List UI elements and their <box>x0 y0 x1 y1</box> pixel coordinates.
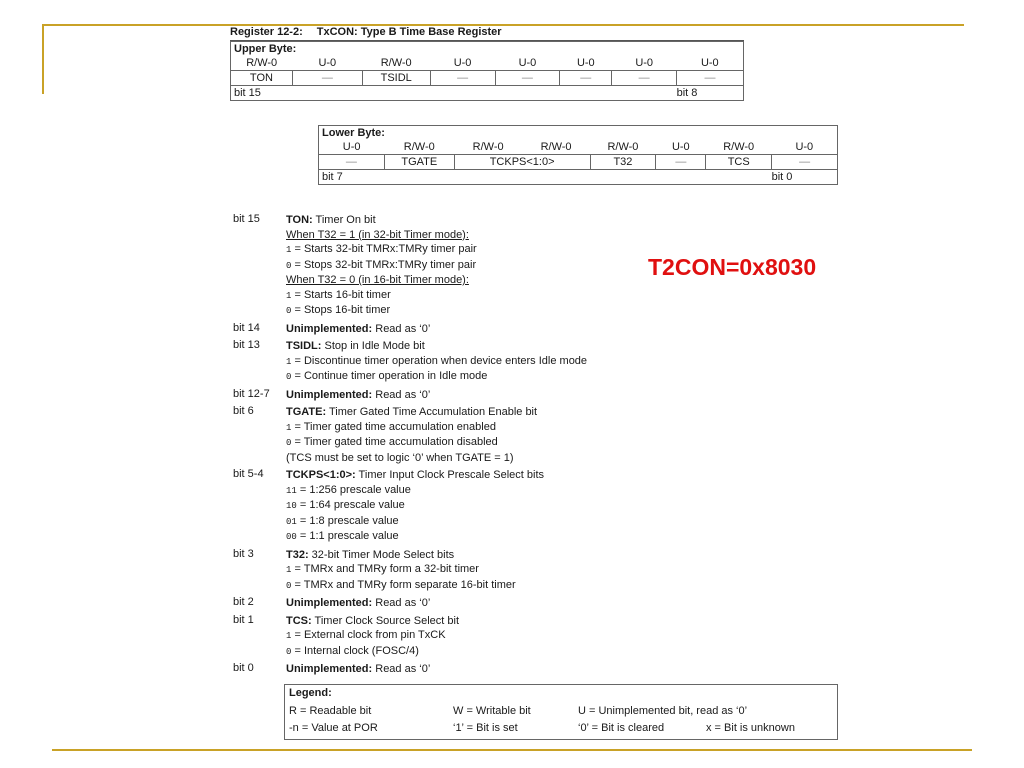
bit-number: bit 6 <box>233 405 254 417</box>
bit-heading <box>286 614 993 629</box>
bit-number: bit 14 <box>233 321 260 334</box>
bit-detail-line <box>286 228 993 243</box>
bit-description <box>286 548 993 594</box>
bit-name-cell: TGATE <box>384 155 454 170</box>
bit-detail-line <box>286 420 993 436</box>
bit-name-cell: T32 <box>590 155 656 170</box>
bit-value-code: 1 <box>286 245 292 255</box>
bit-detail-line <box>286 303 993 319</box>
bit-field-title: 32-bit Timer Mode Select bits <box>308 548 455 561</box>
bit-number: bit 15 <box>233 213 260 225</box>
bit-description <box>286 213 993 319</box>
bit-value-code: 01 <box>286 516 297 527</box>
access-cell: U-0 <box>671 141 690 153</box>
bit-field-name: Unimplemented: <box>286 322 373 335</box>
legend-readable: R = Readable bit <box>289 705 372 717</box>
bit-name-cell: — <box>772 155 838 170</box>
bit-row <box>233 388 993 403</box>
legend-unknown: x = Bit is unknown <box>706 722 795 734</box>
access-cell: R/W-0 <box>607 141 639 153</box>
bit-field-title: Timer On bit <box>312 214 376 226</box>
bit-range-right: bit 0 <box>771 171 793 183</box>
mode-condition: When T32 = 1 (in 32-bit Timer mode): <box>286 228 469 241</box>
bit-number: bit 12-7 <box>233 387 270 400</box>
bit-row <box>233 548 993 594</box>
bit-value-code: 1 <box>286 565 292 575</box>
legend-cleared: ‘0’ = Bit is cleared <box>578 722 665 734</box>
bit-row <box>233 213 993 319</box>
bit-value-text: = 1:8 prescale value <box>296 514 399 527</box>
bit-name-cell: — <box>560 71 612 86</box>
bit-field-title: Read as ‘0’ <box>372 322 431 335</box>
bit-name-cell: TON <box>231 71 293 86</box>
bit-number: bit 0 <box>233 662 254 674</box>
access-cell: R/W-0 <box>540 141 572 153</box>
bit-value-text: = Starts 16-bit timer <box>291 288 391 301</box>
bit-field-title: Read as ‘0’ <box>372 663 431 675</box>
upper-bit-range-row <box>231 86 744 101</box>
bit-detail-line <box>286 578 993 594</box>
bit-heading <box>286 548 993 563</box>
bit-heading <box>286 322 993 337</box>
bit-detail-line <box>286 628 993 644</box>
bit-field-name: Unimplemented: <box>286 663 373 675</box>
bit-field-name: TGATE: <box>286 406 327 418</box>
bit-name-cell: — <box>430 71 495 86</box>
bit-number: bit 2 <box>233 596 254 608</box>
bit-number: bit 13 <box>233 339 260 351</box>
bit-row <box>233 468 993 545</box>
bit-value-text: = Stops 16-bit timer <box>291 304 391 316</box>
bit-field-name: TCS: <box>286 614 312 627</box>
bit-detail-line <box>286 369 993 385</box>
bit-value-code: 0 <box>286 580 292 591</box>
bit-row <box>233 405 993 465</box>
bit-value-code: 0 <box>286 306 292 316</box>
bit-number: bit 5-4 <box>233 468 264 480</box>
legend-por: -n = Value at POR <box>289 722 378 734</box>
bit-field-title: Read as ‘0’ <box>372 597 431 609</box>
bit-heading <box>286 468 993 483</box>
bit-field-title: Timer Clock Source Select bit <box>311 614 460 627</box>
bit-descriptions <box>233 213 993 680</box>
bit-heading <box>286 405 993 420</box>
bit-value-code: 1 <box>286 356 292 367</box>
access-cell: U-0 <box>453 57 472 69</box>
bit-description <box>286 322 993 337</box>
bit-value-code: 0 <box>286 372 292 382</box>
bit-detail-line <box>286 258 993 274</box>
bit-name-cell: — <box>495 71 560 86</box>
bit-value-text: = Continue timer operation in Idle mode <box>291 370 488 382</box>
bit-description <box>286 468 993 545</box>
bit-value-code: 0 <box>286 646 292 657</box>
bit-value-text: = 1:256 prescale value <box>296 483 411 496</box>
bit-heading <box>286 213 993 228</box>
access-cell: R/W-0 <box>246 57 278 69</box>
upper-byte-heading: Upper Byte: <box>234 43 297 55</box>
bit-row <box>233 614 993 660</box>
bit-value-text: = Timer gated time accumulation disabled <box>291 436 498 448</box>
bit-heading <box>286 339 993 354</box>
bit-heading <box>286 596 993 611</box>
legend-title: Legend: <box>289 687 332 699</box>
bit-detail-line <box>286 354 993 370</box>
bit-detail-line <box>286 498 993 514</box>
register-value-annotation: T2CON=0x8030 <box>648 254 817 280</box>
bit-value-code: 1 <box>286 631 292 641</box>
lower-access-row <box>319 140 838 155</box>
upper-byte-table <box>230 41 744 101</box>
bit-detail-line <box>286 435 993 451</box>
mode-condition: When T32 = 0 (in 16-bit Timer mode): <box>286 274 469 286</box>
bit-value-code: 11 <box>286 485 297 496</box>
bit-value-code: 10 <box>286 501 297 511</box>
bit-detail-line <box>286 529 993 545</box>
bit-value-text: = Timer gated time accumulation enabled <box>291 420 496 433</box>
access-cell: R/W-0 <box>472 141 504 153</box>
bit-detail-line <box>286 644 993 660</box>
access-cell: U-0 <box>635 57 654 69</box>
bit-field-name: TON: <box>286 214 313 226</box>
lower-byte-table <box>318 125 838 185</box>
bit-heading <box>286 388 993 403</box>
bit-description <box>286 388 993 403</box>
bit-row <box>233 662 993 677</box>
bit-detail-line <box>286 514 993 530</box>
bit-detail-line <box>286 242 993 258</box>
access-cell: U-0 <box>342 141 361 153</box>
bit-field-name: TSIDL: <box>286 340 322 352</box>
bit-heading <box>286 662 993 677</box>
bit-value-text: = TMRx and TMRy form separate 16-bit timer <box>291 578 516 591</box>
bit-number: bit 1 <box>233 613 254 626</box>
bit-detail-line <box>286 288 993 304</box>
access-cell: U-0 <box>700 57 719 69</box>
access-cell: U-0 <box>518 57 537 69</box>
legend-box <box>284 684 838 740</box>
bit-value-code: 1 <box>286 290 292 301</box>
bit-field-title: Stop in Idle Mode bit <box>321 340 425 352</box>
access-cell: U-0 <box>576 57 595 69</box>
bit-name-cell: — <box>292 71 362 86</box>
bit-name-cell: TCS <box>706 155 772 170</box>
bit-detail-line <box>286 483 993 499</box>
bit-value-text: = Internal clock (FOSC/4) <box>291 644 419 657</box>
bit-field-name: Unimplemented: <box>286 597 373 609</box>
bit-description <box>286 614 993 660</box>
bit-row <box>233 339 993 385</box>
bit-value-code: 00 <box>286 532 297 542</box>
bit-number: bit 3 <box>233 547 254 560</box>
left-rule <box>42 24 44 94</box>
bit-name-cell: — <box>677 71 744 86</box>
bit-value-code: 0 <box>286 260 292 271</box>
bit-name-cell: — <box>319 155 385 170</box>
bit-value-text: = Starts 32-bit TMRx:TMRy timer pair <box>291 243 477 255</box>
upper-names-row <box>231 71 744 86</box>
bit-range-left: bit 15 <box>234 87 261 99</box>
bit-description <box>286 596 993 611</box>
access-cell: R/W-0 <box>380 57 412 69</box>
legend-set: ‘1’ = Bit is set <box>453 722 518 734</box>
bit-row <box>233 596 993 611</box>
bit-value-text: = Stops 32-bit TMRx:TMRy timer pair <box>291 258 477 271</box>
register-title <box>230 26 750 40</box>
bit-range-left: bit 7 <box>322 171 343 183</box>
bit-field-title: Timer Gated Time Accumulation Enable bit <box>326 406 538 418</box>
bit-field-title: Timer Input Clock Prescale Select bits <box>355 469 544 481</box>
bit-description <box>286 662 993 677</box>
legend-unimplemented: U = Unimplemented bit, read as ‘0’ <box>578 705 748 717</box>
bit-value-code: 1 <box>286 422 292 433</box>
bit-value-text: = Discontinue timer operation when device enters Idle mode <box>291 354 588 367</box>
bit-name-cell: — <box>612 71 677 86</box>
bit-note: (TCS must be set to logic ‘0’ when TGATE = 1) <box>286 451 514 464</box>
bit-value-text: = 1:64 prescale value <box>296 499 405 511</box>
bit-field-name: Unimplemented: <box>286 388 373 401</box>
legend-writable: W = Writable bit <box>453 705 531 717</box>
upper-access-row <box>231 56 744 71</box>
bit-detail-line <box>286 562 993 578</box>
bit-description <box>286 405 993 465</box>
bit-value-code: 0 <box>286 438 292 448</box>
bit-description <box>286 339 993 385</box>
bit-value-text: = TMRx and TMRy form a 32-bit timer <box>291 563 479 575</box>
bit-name-cell: TCKPS<1:0> <box>454 155 590 170</box>
lower-bit-range-row <box>319 170 838 185</box>
access-cell: U-0 <box>795 141 814 153</box>
access-cell: U-0 <box>318 57 337 69</box>
bit-value-text: = External clock from pin TxCK <box>291 629 446 641</box>
bottom-rule <box>52 749 972 751</box>
bit-detail-line <box>286 451 993 466</box>
bit-field-name: T32: <box>286 548 309 561</box>
bit-name-cell: TSIDL <box>362 71 430 86</box>
lower-names-row <box>319 155 838 170</box>
bit-row <box>233 322 993 337</box>
bit-value-text: = 1:1 prescale value <box>296 530 399 542</box>
access-cell: R/W-0 <box>723 141 755 153</box>
register-label: Register 12-2: <box>230 26 303 38</box>
bit-range-right: bit 8 <box>676 87 698 99</box>
access-cell: R/W-0 <box>403 141 435 153</box>
lower-byte-heading: Lower Byte: <box>322 127 385 139</box>
bit-detail-line <box>286 273 993 288</box>
bit-field-name: TCKPS<1:0>: <box>286 469 356 481</box>
register-name: TxCON: Type B Time Base Register <box>316 26 502 38</box>
bit-field-title: Read as ‘0’ <box>372 388 431 401</box>
bit-name-cell: — <box>656 155 706 170</box>
